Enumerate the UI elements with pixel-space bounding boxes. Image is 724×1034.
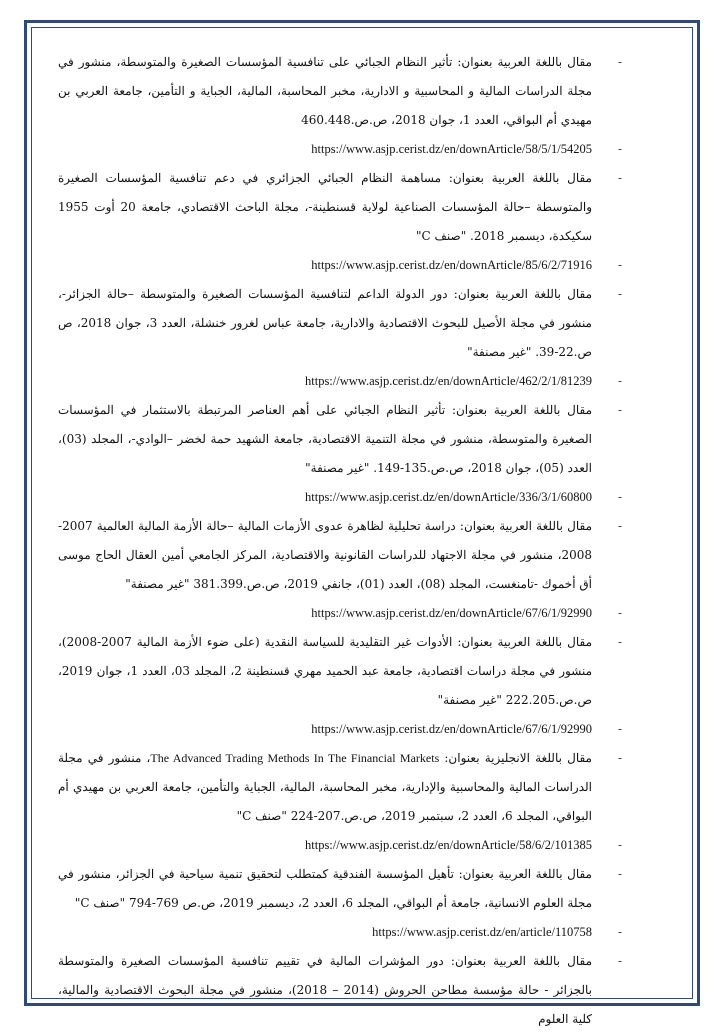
article-link[interactable]: https://www.asjp.cerist.dz/en/downArticle/85/6/2/71916 [311,258,592,272]
entry-text: مقال باللغة العربية بعنوان: تأثير النظام الجبائي على أهم العناصر المرتبطة بالاستثمار في المؤسسات الصغيرة والمتوسطة، منشور في مجلة التنمية الاقتصادية، جامعة الشهيد حمة لخضر –الوادي-، المجلد (03)، العدد (05)، جوان 2018، ص.ص.135-149. "غير مصنفة" [58,403,592,475]
publication-list [58,48,622,1026]
entry-text: مقال باللغة العربية بعنوان: دراسة تحليلية لظاهرة عدوى الأزمات المالية –حالة الأزمة المالية العالمية 2007-2008، منشور في مجلة الاجتهاد للدراسات القانونية والاقتصادية، المركز الجامعي أمين العقال الحاج موسى أق أخموك -تامنغست، المجلد (08)، العدد (01)، جانفي 2019، ص.ص.381.399 "غير مصنفة" [58,519,592,591]
article-link[interactable]: https://www.asjp.cerist.dz/en/downArticle/462/2/1/81239 [305,374,592,388]
entry-text-prefix: مقال باللغة الانجليزية بعنوان: [439,751,592,765]
entry-text: مقال باللغة العربية بعنوان: دور الدولة الداعم لتنافسية المؤسسات الصغيرة والمتوسطة –حالة الجزائر-، منشور في مجلة الأصيل للبحوث الاقتصادية والادارية، جامعة عباس لغرور خنشلة، العدد 3، جوان 2018، ص ص.22-39. "غير مصنفة" [58,287,592,359]
publication-link-item [58,715,622,744]
publication-entry [58,744,622,831]
article-link[interactable]: https://www.asjp.cerist.dz/en/downArticle/58/5/1/54205 [311,142,592,156]
entry-text: مقال باللغة العربية بعنوان: تأهيل المؤسسة الفندقية كمتطلب لتحقيق تنمية سياحية في الجزائر، منشور في مجلة العلوم الانسانية، جامعة أم البواقي، المجلد 6، العدد 2، ديسمبر 2019، ص.ص 769-794 "صنف C" [58,867,592,910]
publication-entry [58,48,622,135]
entry-text: مقال باللغة العربية بعنوان: مساهمة النظام الجبائي الجزائري في دعم تنافسية المؤسسات الصغيرة والمتوسطة –حالة المؤسسات الصناعية لولاية قسنطينة-، مجلة الباحث الاقتصادي، جامعة 20 أوت 1955 سكيكدة، ديسمبر 2018. "صنف C" [58,171,593,243]
publication-entry [58,860,622,918]
entry-text-suffix: ، منشور في مجلة الدراسات المالية والمحاسبية والإدارية، مخبر المحاسبة، المالية، الجباية والتأمين، جامعة العربي بن مهيدي أم البواقي، المجلد 6، العدد 2، سبتمبر 2019، ص.ص.207-224 "صنف C" [58,751,592,823]
entry-text: مقال باللغة العربية بعنوان: تأثير النظام الجبائي على تنافسية المؤسسات الصغيرة والمتوسطة، منشور في مجلة الدراسات المالية و المحاسبية و الادارية، مخبر المحاسبة، المالية، الجباية و التأمين، جامعة العربي بن مهيدي أم البواقي، العدد 1، جوان 2018، ص.ص.460.448 [58,55,592,127]
article-link[interactable]: https://www.asjp.cerist.dz/en/article/110758 [372,925,592,939]
entry-text: مقال باللغة العربية بعنوان: الأدوات غير التقليدية للسياسة النقدية (على ضوء الأزمة المالية 2007-2008)، منشور في مجلة دراسات اقتصادية، جامعة عبد الحميد مهري قسنطينة 2، المجلد 03، العدد 1، جوان 2019، ص.ص.222.205 "غير مصنفة" [58,635,592,707]
article-link[interactable]: https://www.asjp.cerist.dz/en/downArticle/67/6/1/92990 [311,722,592,736]
entry-text: مقال باللغة العربية بعنوان: دور المؤشرات المالية في تقييم تنافسية المؤسسات الصغيرة والمتوسطة بالجزائر - حالة مؤسسة مطاحن الحروش (2014 – 2018)، منشور في مجلة البحوث الاقتصادية والمالية، كلية العلوم [58,954,592,1026]
publication-link-item [58,918,622,947]
publication-entry [58,280,622,367]
english-title: The Advanced Trading Methods In The Financial Markets [150,751,440,765]
publication-link-item [58,483,622,512]
publication-link-item [58,831,622,860]
publication-link-item [58,367,622,396]
article-link[interactable]: https://www.asjp.cerist.dz/en/downArticle/336/3/1/60800 [305,490,592,504]
publication-link-item [58,599,622,628]
publication-entry [58,947,622,1034]
publication-link-item [58,135,622,164]
publication-link-item [58,251,622,280]
publication-entry [58,628,622,715]
publication-entry [58,396,622,483]
article-link[interactable]: https://www.asjp.cerist.dz/en/downArticle/67/6/1/92990 [311,606,592,620]
publication-entry [58,164,622,251]
article-link[interactable]: https://www.asjp.cerist.dz/en/downArticle/58/6/2/101385 [305,838,592,852]
publication-entry [58,512,622,599]
